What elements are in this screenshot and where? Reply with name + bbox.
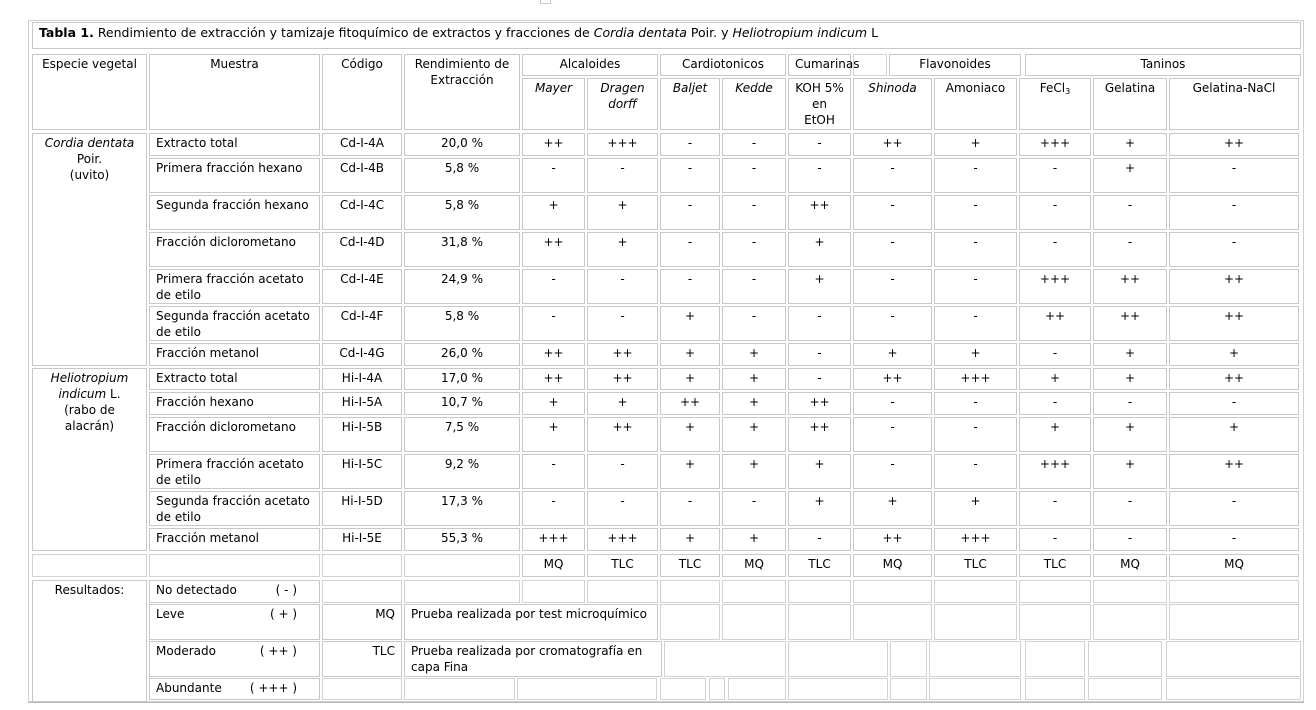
- result-cell: -: [934, 232, 1017, 267]
- result-cell: ++: [1093, 269, 1167, 304]
- result-cell: +: [722, 368, 786, 390]
- result-cell: -: [853, 232, 932, 267]
- method-label: TLC: [587, 554, 658, 577]
- result-cell: ++: [587, 417, 658, 452]
- result-cell: -: [660, 133, 720, 156]
- legend-empty: [853, 604, 932, 640]
- header-test-2: Baljet: [660, 78, 720, 130]
- result-cell: +: [722, 454, 786, 489]
- header-test-4: KOH 5% en EtOH: [788, 78, 851, 130]
- result-cell: ++: [853, 368, 932, 390]
- result-cell: -: [788, 368, 851, 390]
- result-cell: +: [934, 491, 1017, 526]
- row-codigo-4: Cd-I-4E: [322, 269, 402, 304]
- result-cell: +: [522, 417, 585, 452]
- legend-empty: [929, 641, 1021, 677]
- result-cell: -: [1019, 491, 1091, 526]
- legend-empty: [709, 678, 725, 700]
- result-cell: +: [722, 343, 786, 366]
- row-codigo-6: Cd-I-4G: [322, 343, 402, 366]
- legend-empty: [660, 580, 720, 603]
- result-cell: ++: [587, 343, 658, 366]
- row-rendimiento-7: 17,0 %: [404, 368, 520, 390]
- result-cell: +: [1169, 417, 1299, 452]
- header-codigo: Código: [322, 54, 402, 130]
- legend-empty: [664, 641, 786, 677]
- result-cell: +: [660, 528, 720, 551]
- legend-title: Resultados:: [32, 580, 147, 702]
- legend-empty: [722, 580, 786, 603]
- result-cell: -: [1093, 392, 1167, 415]
- result-cell: +: [722, 392, 786, 415]
- result-cell: +: [1093, 454, 1167, 489]
- row-codigo-10: Hi-I-5C: [322, 454, 402, 489]
- legend-empty: [788, 580, 851, 603]
- header-group-gap: [853, 54, 887, 76]
- result-cell: -: [722, 158, 786, 193]
- result-cell: -: [934, 195, 1017, 230]
- species-cordia-name: Cordia dentata: [44, 136, 135, 150]
- legend-level-name: Moderado: [156, 644, 216, 658]
- result-cell: +: [1093, 158, 1167, 193]
- legend-empty: [660, 604, 720, 640]
- legend-empty: [1169, 580, 1299, 603]
- legend-desc-blank-2: [404, 678, 515, 700]
- legend-empty: [788, 678, 888, 700]
- row-codigo-12: Hi-I-5E: [322, 528, 402, 551]
- row-rendimiento-12: 55,3 %: [404, 528, 520, 551]
- result-cell: +: [587, 232, 658, 267]
- result-cell: +: [1093, 368, 1167, 390]
- result-cell: +: [1019, 368, 1091, 390]
- result-cell: -: [587, 491, 658, 526]
- method-label: MQ: [853, 554, 932, 577]
- legend-empty: [722, 604, 786, 640]
- result-cell: ++: [660, 392, 720, 415]
- table-bottom-rule: [28, 702, 1304, 703]
- result-cell: +++: [1019, 133, 1091, 156]
- result-cell: -: [522, 454, 585, 489]
- row-rendimiento-1: 5,8 %: [404, 158, 520, 193]
- result-cell: ++: [1169, 133, 1299, 156]
- legend-empty: [1093, 580, 1167, 603]
- legend-empty: [1166, 641, 1301, 677]
- result-cell: +: [660, 343, 720, 366]
- result-cell: +: [1093, 343, 1167, 366]
- result-cell: +: [788, 269, 851, 304]
- result-cell: -: [853, 269, 932, 304]
- result-cell: -: [853, 306, 932, 341]
- legend-level-symbol: ( +++ ): [249, 681, 297, 695]
- result-cell: +++: [587, 133, 658, 156]
- legend-empty: [890, 641, 927, 677]
- result-cell: -: [522, 491, 585, 526]
- result-cell: +++: [522, 528, 585, 551]
- result-cell: +: [934, 133, 1017, 156]
- row-codigo-5: Cd-I-4F: [322, 306, 402, 341]
- legend-desc-blank: [404, 580, 520, 603]
- result-cell: +: [660, 306, 720, 341]
- row-codigo-2: Cd-I-4C: [322, 195, 402, 230]
- row-muestra-5: Segunda fracción acetato de etilo: [149, 306, 320, 341]
- result-cell: -: [1019, 392, 1091, 415]
- result-cell: -: [522, 306, 585, 341]
- header-test-1: Dragen dorff: [587, 78, 658, 130]
- row-rendimiento-3: 31,8 %: [404, 232, 520, 267]
- legend-tlc-desc: Prueba realizada por cromatografía en capa Fina: [404, 641, 662, 677]
- legend-empty: [1025, 678, 1085, 700]
- result-cell: -: [722, 133, 786, 156]
- row-muestra-11: Segunda fracción acetato de etilo: [149, 491, 320, 526]
- header-test-6: Amoniaco: [934, 78, 1017, 130]
- header-group-4: Taninos: [1025, 54, 1301, 76]
- result-cell: -: [1019, 195, 1091, 230]
- header-test-0: Mayer: [522, 78, 585, 130]
- result-cell: -: [934, 392, 1017, 415]
- legend-level-name: Leve: [156, 607, 185, 621]
- table-caption: [32, 22, 1301, 49]
- result-cell: -: [1169, 491, 1299, 526]
- legend-level-name: No detectado: [156, 583, 237, 597]
- result-cell: -: [853, 195, 932, 230]
- header-muestra: Muestra: [149, 54, 320, 130]
- row-codigo-1: Cd-I-4B: [322, 158, 402, 193]
- result-cell: -: [660, 269, 720, 304]
- result-cell: -: [788, 528, 851, 551]
- result-cell: ++: [1093, 306, 1167, 341]
- result-cell: +: [522, 195, 585, 230]
- result-cell: -: [853, 417, 932, 452]
- result-cell: -: [853, 454, 932, 489]
- result-cell: -: [587, 306, 658, 341]
- legend-mq-desc: Prueba realizada por test microquímico: [404, 604, 658, 640]
- legend-empty: [660, 678, 706, 700]
- result-cell: -: [660, 195, 720, 230]
- fecl-subscript: 3: [1065, 87, 1071, 96]
- result-cell: ++: [522, 232, 585, 267]
- result-cell: -: [1019, 158, 1091, 193]
- result-cell: -: [587, 158, 658, 193]
- row-codigo-7: Hi-I-4A: [322, 368, 402, 390]
- method-blank-3: [404, 554, 520, 577]
- header-test-5: Shinoda: [853, 78, 932, 130]
- caption-species-1: Cordia dentata: [593, 25, 687, 40]
- caption-species-2: Heliotropium indicum: [732, 25, 868, 40]
- header-group-0: Alcaloides: [522, 54, 658, 76]
- result-cell: +: [587, 195, 658, 230]
- legend-level-name: Abundante: [156, 681, 222, 695]
- row-codigo-9: Hi-I-5B: [322, 417, 402, 452]
- result-cell: ++: [522, 133, 585, 156]
- result-cell: +: [1169, 343, 1299, 366]
- row-muestra-3: Fracción diclorometano: [149, 232, 320, 267]
- result-cell: -: [722, 232, 786, 267]
- result-cell: ++: [853, 133, 932, 156]
- species-cordia-author: Poir.: [76, 152, 103, 166]
- result-cell: -: [522, 158, 585, 193]
- row-rendimiento-6: 26,0 %: [404, 343, 520, 366]
- species-helio-author: L.: [106, 387, 121, 401]
- result-cell: -: [1169, 195, 1299, 230]
- top-divider-mark: [540, 0, 551, 4]
- row-codigo-8: Hi-I-5A: [322, 392, 402, 415]
- legend-empty: [1166, 678, 1301, 700]
- header-group-3: Flavonoides: [889, 54, 1021, 76]
- result-cell: ++: [788, 392, 851, 415]
- result-cell: -: [934, 306, 1017, 341]
- method-label: TLC: [660, 554, 720, 577]
- result-cell: +: [1019, 417, 1091, 452]
- result-cell: +: [853, 491, 932, 526]
- method-blank-1: [149, 554, 320, 577]
- result-cell: ++: [1169, 454, 1299, 489]
- result-cell: -: [660, 232, 720, 267]
- legend-level-symbol: ( - ): [275, 583, 297, 597]
- result-cell: ++: [788, 417, 851, 452]
- legend-code-blank: [322, 580, 402, 603]
- row-muestra-9: Fracción diclorometano: [149, 417, 320, 452]
- legend-level-symbol: ( ++ ): [259, 644, 297, 658]
- caption-author-2: L: [867, 25, 879, 40]
- row-muestra-0: Extracto total: [149, 133, 320, 156]
- legend-empty: [853, 580, 932, 603]
- result-cell: -: [853, 158, 932, 193]
- result-cell: -: [934, 454, 1017, 489]
- result-cell: -: [1019, 232, 1091, 267]
- method-label: MQ: [522, 554, 585, 577]
- result-cell: ++: [522, 368, 585, 390]
- result-cell: +: [788, 232, 851, 267]
- header-rendimiento: Rendimiento de Extracción: [404, 54, 520, 130]
- legend-desc-blank-3: [517, 678, 657, 700]
- result-cell: ++: [587, 368, 658, 390]
- row-muestra-8: Fracción hexano: [149, 392, 320, 415]
- result-cell: -: [1093, 491, 1167, 526]
- legend-empty: [522, 580, 585, 603]
- row-codigo-11: Hi-I-5D: [322, 491, 402, 526]
- result-cell: -: [853, 392, 932, 415]
- result-cell: -: [660, 158, 720, 193]
- caption-text: Rendimiento de extracción y tamizaje fitoquímico de extractos y fracciones de: [97, 25, 594, 40]
- result-cell: +++: [587, 528, 658, 551]
- result-cell: +: [522, 392, 585, 415]
- method-label: TLC: [1019, 554, 1091, 577]
- legend-empty: [1019, 604, 1091, 640]
- row-rendimiento-11: 17,3 %: [404, 491, 520, 526]
- legend-empty: [1093, 604, 1167, 640]
- result-cell: ++: [1169, 368, 1299, 390]
- legend-code-blank-2: [322, 678, 402, 700]
- header-test-3: Kedde: [722, 78, 786, 130]
- result-cell: +: [722, 528, 786, 551]
- row-muestra-2: Segunda fracción hexano: [149, 195, 320, 230]
- species-cordia: [32, 133, 147, 366]
- result-cell: -: [788, 158, 851, 193]
- legend-tlc-code: TLC: [322, 641, 402, 677]
- species-helio-name: Heliotropium indicum: [50, 371, 129, 401]
- result-cell: ++: [1019, 306, 1091, 341]
- result-cell: -: [722, 491, 786, 526]
- result-cell: ++: [522, 343, 585, 366]
- result-cell: -: [660, 491, 720, 526]
- result-cell: -: [788, 133, 851, 156]
- caption-author-1: Poir. y: [686, 25, 733, 40]
- legend-empty: [1088, 641, 1162, 677]
- result-cell: +: [1093, 417, 1167, 452]
- result-cell: -: [722, 269, 786, 304]
- legend-empty: [1088, 678, 1162, 700]
- result-cell: +: [1093, 133, 1167, 156]
- result-cell: +++: [1019, 454, 1091, 489]
- legend-empty: [587, 580, 658, 603]
- result-cell: +: [853, 343, 932, 366]
- result-cell: +++: [1019, 269, 1091, 304]
- legend-mq-code: MQ: [322, 604, 402, 640]
- row-rendimiento-9: 7,5 %: [404, 417, 520, 452]
- method-label: MQ: [1169, 554, 1299, 577]
- result-cell: -: [722, 306, 786, 341]
- result-cell: +: [788, 454, 851, 489]
- result-cell: -: [1093, 528, 1167, 551]
- row-muestra-6: Fracción metanol: [149, 343, 320, 366]
- method-label: MQ: [1093, 554, 1167, 577]
- legend-level-2: [149, 641, 320, 677]
- result-cell: +++: [934, 528, 1017, 551]
- result-cell: -: [1019, 343, 1091, 366]
- legend-empty: [934, 604, 1017, 640]
- row-rendimiento-10: 9,2 %: [404, 454, 520, 489]
- legend-level-0: [149, 580, 320, 603]
- result-cell: -: [788, 343, 851, 366]
- legend-level-1: [149, 604, 320, 640]
- result-cell: -: [1169, 392, 1299, 415]
- row-muestra-7: Extracto total: [149, 368, 320, 390]
- legend-empty: [929, 678, 1021, 700]
- species-cordia-common: (uvito): [69, 168, 110, 182]
- result-cell: +: [660, 417, 720, 452]
- result-cell: -: [1169, 528, 1299, 551]
- legend-empty: [1019, 580, 1091, 603]
- legend-level-symbol: ( + ): [269, 607, 297, 621]
- header-test-9: Gelatina-NaCl: [1169, 78, 1299, 130]
- result-cell: -: [722, 195, 786, 230]
- result-cell: ++: [1169, 269, 1299, 304]
- legend-empty: [788, 641, 888, 677]
- legend-empty: [728, 678, 786, 700]
- result-cell: ++: [788, 195, 851, 230]
- row-rendimiento-0: 20,0 %: [404, 133, 520, 156]
- result-cell: ++: [1169, 306, 1299, 341]
- method-label: MQ: [722, 554, 786, 577]
- row-muestra-10: Primera fracción acetato de etilo: [149, 454, 320, 489]
- result-cell: -: [522, 269, 585, 304]
- result-cell: -: [1093, 195, 1167, 230]
- result-cell: +: [722, 417, 786, 452]
- result-cell: -: [934, 417, 1017, 452]
- result-cell: -: [1169, 158, 1299, 193]
- result-cell: +: [934, 343, 1017, 366]
- legend-empty: [1025, 641, 1085, 677]
- legend-empty: [934, 580, 1017, 603]
- row-rendimiento-8: 10,7 %: [404, 392, 520, 415]
- result-cell: +: [587, 392, 658, 415]
- header-group-2: Cumarinas: [788, 54, 851, 76]
- result-cell: -: [587, 269, 658, 304]
- row-rendimiento-2: 5,8 %: [404, 195, 520, 230]
- legend-empty: [788, 604, 851, 640]
- method-blank-0: [32, 554, 147, 577]
- row-muestra-12: Fracción metanol: [149, 528, 320, 551]
- result-cell: -: [788, 306, 851, 341]
- header-especie: Especie vegetal: [32, 54, 147, 130]
- method-label: TLC: [788, 554, 851, 577]
- result-cell: -: [934, 269, 1017, 304]
- method-blank-2: [322, 554, 402, 577]
- result-cell: -: [1093, 232, 1167, 267]
- result-cell: -: [934, 158, 1017, 193]
- row-rendimiento-5: 5,8 %: [404, 306, 520, 341]
- row-muestra-1: Primera fracción hexano: [149, 158, 320, 193]
- result-cell: -: [587, 454, 658, 489]
- legend-empty: [1169, 604, 1299, 640]
- result-cell: +: [660, 454, 720, 489]
- result-cell: +: [660, 368, 720, 390]
- header-test-8: Gelatina: [1093, 78, 1167, 130]
- row-codigo-3: Cd-I-4D: [322, 232, 402, 267]
- header-test-7: FeCl$_3$: [1019, 78, 1091, 130]
- legend-empty: [890, 678, 927, 700]
- row-muestra-4: Primera fracción acetato de etilo: [149, 269, 320, 304]
- species-helio-common: (rabo de alacrán): [64, 403, 115, 433]
- legend-level-3: [149, 678, 320, 700]
- result-cell: -: [1169, 232, 1299, 267]
- caption-label: Tabla 1.: [39, 25, 94, 40]
- result-cell: +: [788, 491, 851, 526]
- species-heliotropium: [32, 368, 147, 551]
- row-codigo-0: Cd-I-4A: [322, 133, 402, 156]
- result-cell: +++: [934, 368, 1017, 390]
- result-cell: -: [1019, 528, 1091, 551]
- result-cell: ++: [853, 528, 932, 551]
- header-group-1: Cardiotonicos: [660, 54, 786, 76]
- row-rendimiento-4: 24,9 %: [404, 269, 520, 304]
- method-label: TLC: [934, 554, 1017, 577]
